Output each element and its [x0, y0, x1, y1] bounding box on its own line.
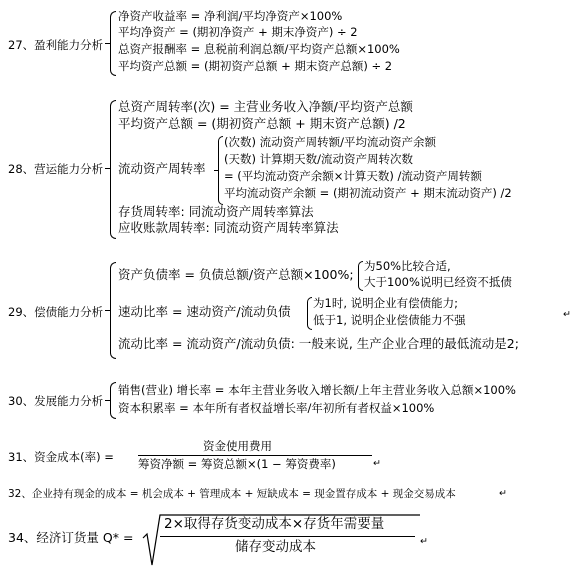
- formula-days: (天数) 计算期天数/流动资产周转次数: [224, 152, 414, 166]
- note-debt-ratio-50: 为50%比较合适,: [364, 259, 451, 273]
- formula-eoq-numerator: 2×取得存货变动成本×存货年需要量: [164, 516, 385, 532]
- fraction-bar: [160, 536, 415, 537]
- formula-roa: 总资产报酬率 = 息税前利润总额/平均资产总额×100%: [118, 42, 400, 56]
- formula-cash-holding-cost: 32、企业持有现金的成本 = 机会成本 + 管理成本 + 短缺成本 = 现金置存成本 + 现金交易成本: [8, 488, 456, 500]
- formula-sales-growth: 销售(营业) 增长率 = 本年主营业务收入增长额/上年主营业务收入总额×100%: [118, 383, 516, 397]
- note-quick-ratio-1: 为1时, 说明企业有偿债能力;: [313, 296, 459, 310]
- formula-total-asset-turnover: 总资产周转率(次) = 主营业务收入净额/平均资产总额: [118, 99, 413, 114]
- formula-avg-current-assets: 平均流动资产余额 = (期初流动资产 + 期末流动资产) /2: [224, 186, 512, 200]
- formula-quick-ratio: 速动比率 = 速动资产/流动负债: [118, 304, 291, 319]
- paragraph-mark: ↵: [563, 309, 571, 320]
- label-current-asset-turnover: 流动资产周转率: [118, 161, 206, 176]
- formula-debt-ratio: 资产负债率 = 负债总额/资产总额×100%;: [118, 267, 354, 282]
- formula-eoq-lhs: 34、经济订货量 Q* =: [8, 530, 134, 545]
- label-growth: 30、发展能力分析: [8, 394, 104, 408]
- note-debt-ratio-100: 大于100%说明已经资不抵债: [364, 275, 512, 289]
- formula-avg-total-assets-2: 平均资产总额 = (期初资产总额 + 期末资产总额) /2: [118, 116, 406, 131]
- label-operating: 28、营运能力分析: [8, 162, 104, 176]
- formula-days-alt: = (平均流动资产余额×计算天数) /流动资产周转额: [224, 169, 482, 183]
- label-profitability: 27、盈利能力分析: [8, 38, 104, 52]
- formula-eoq-denominator: 储存变动成本: [235, 539, 316, 555]
- paragraph-mark: ↵: [420, 536, 428, 547]
- formula-capital-accumulation: 资本积累率 = 本年所有者权益增长率/年初所有者权益×100%: [118, 401, 435, 415]
- formula-cost-of-capital-lhs: 31、资金成本(率) =: [8, 450, 114, 464]
- formula-avg-total-assets: 平均资产总额 = (期初资产总额 + 期末资产总额) ÷ 2: [118, 59, 393, 73]
- label-solvency: 29、偿债能力分析: [8, 305, 104, 319]
- formula-cost-numerator: 资金使用费用: [203, 439, 272, 453]
- formula-inventory-turnover: 存货周转率: 同流动资产周转率算法: [118, 204, 314, 219]
- formula-cost-denominator: 筹资净额 = 筹资总额×(1 − 筹资费率): [138, 457, 336, 471]
- formula-times: (次数) 流动资产周转额/平均流动资产余额: [224, 135, 437, 149]
- note-quick-ratio-below: 低于1, 说明企业偿债能力不强: [313, 313, 466, 327]
- formula-roe: 净资产收益率 = 净利润/平均净资产×100%: [118, 9, 343, 23]
- formula-current-ratio: 流动比率 = 流动资产/流动负债: 一般来说, 生产企业合理的最低流动是2;: [118, 336, 519, 351]
- paragraph-mark: ↵: [499, 488, 507, 499]
- formula-avg-net-assets: 平均净资产 = (期初净资产 + 期末净资产) ÷ 2: [118, 25, 358, 39]
- paragraph-mark: ↵: [373, 458, 381, 469]
- formula-receivable-turnover: 应收账款周转率: 同流动资产周转率算法: [118, 220, 339, 235]
